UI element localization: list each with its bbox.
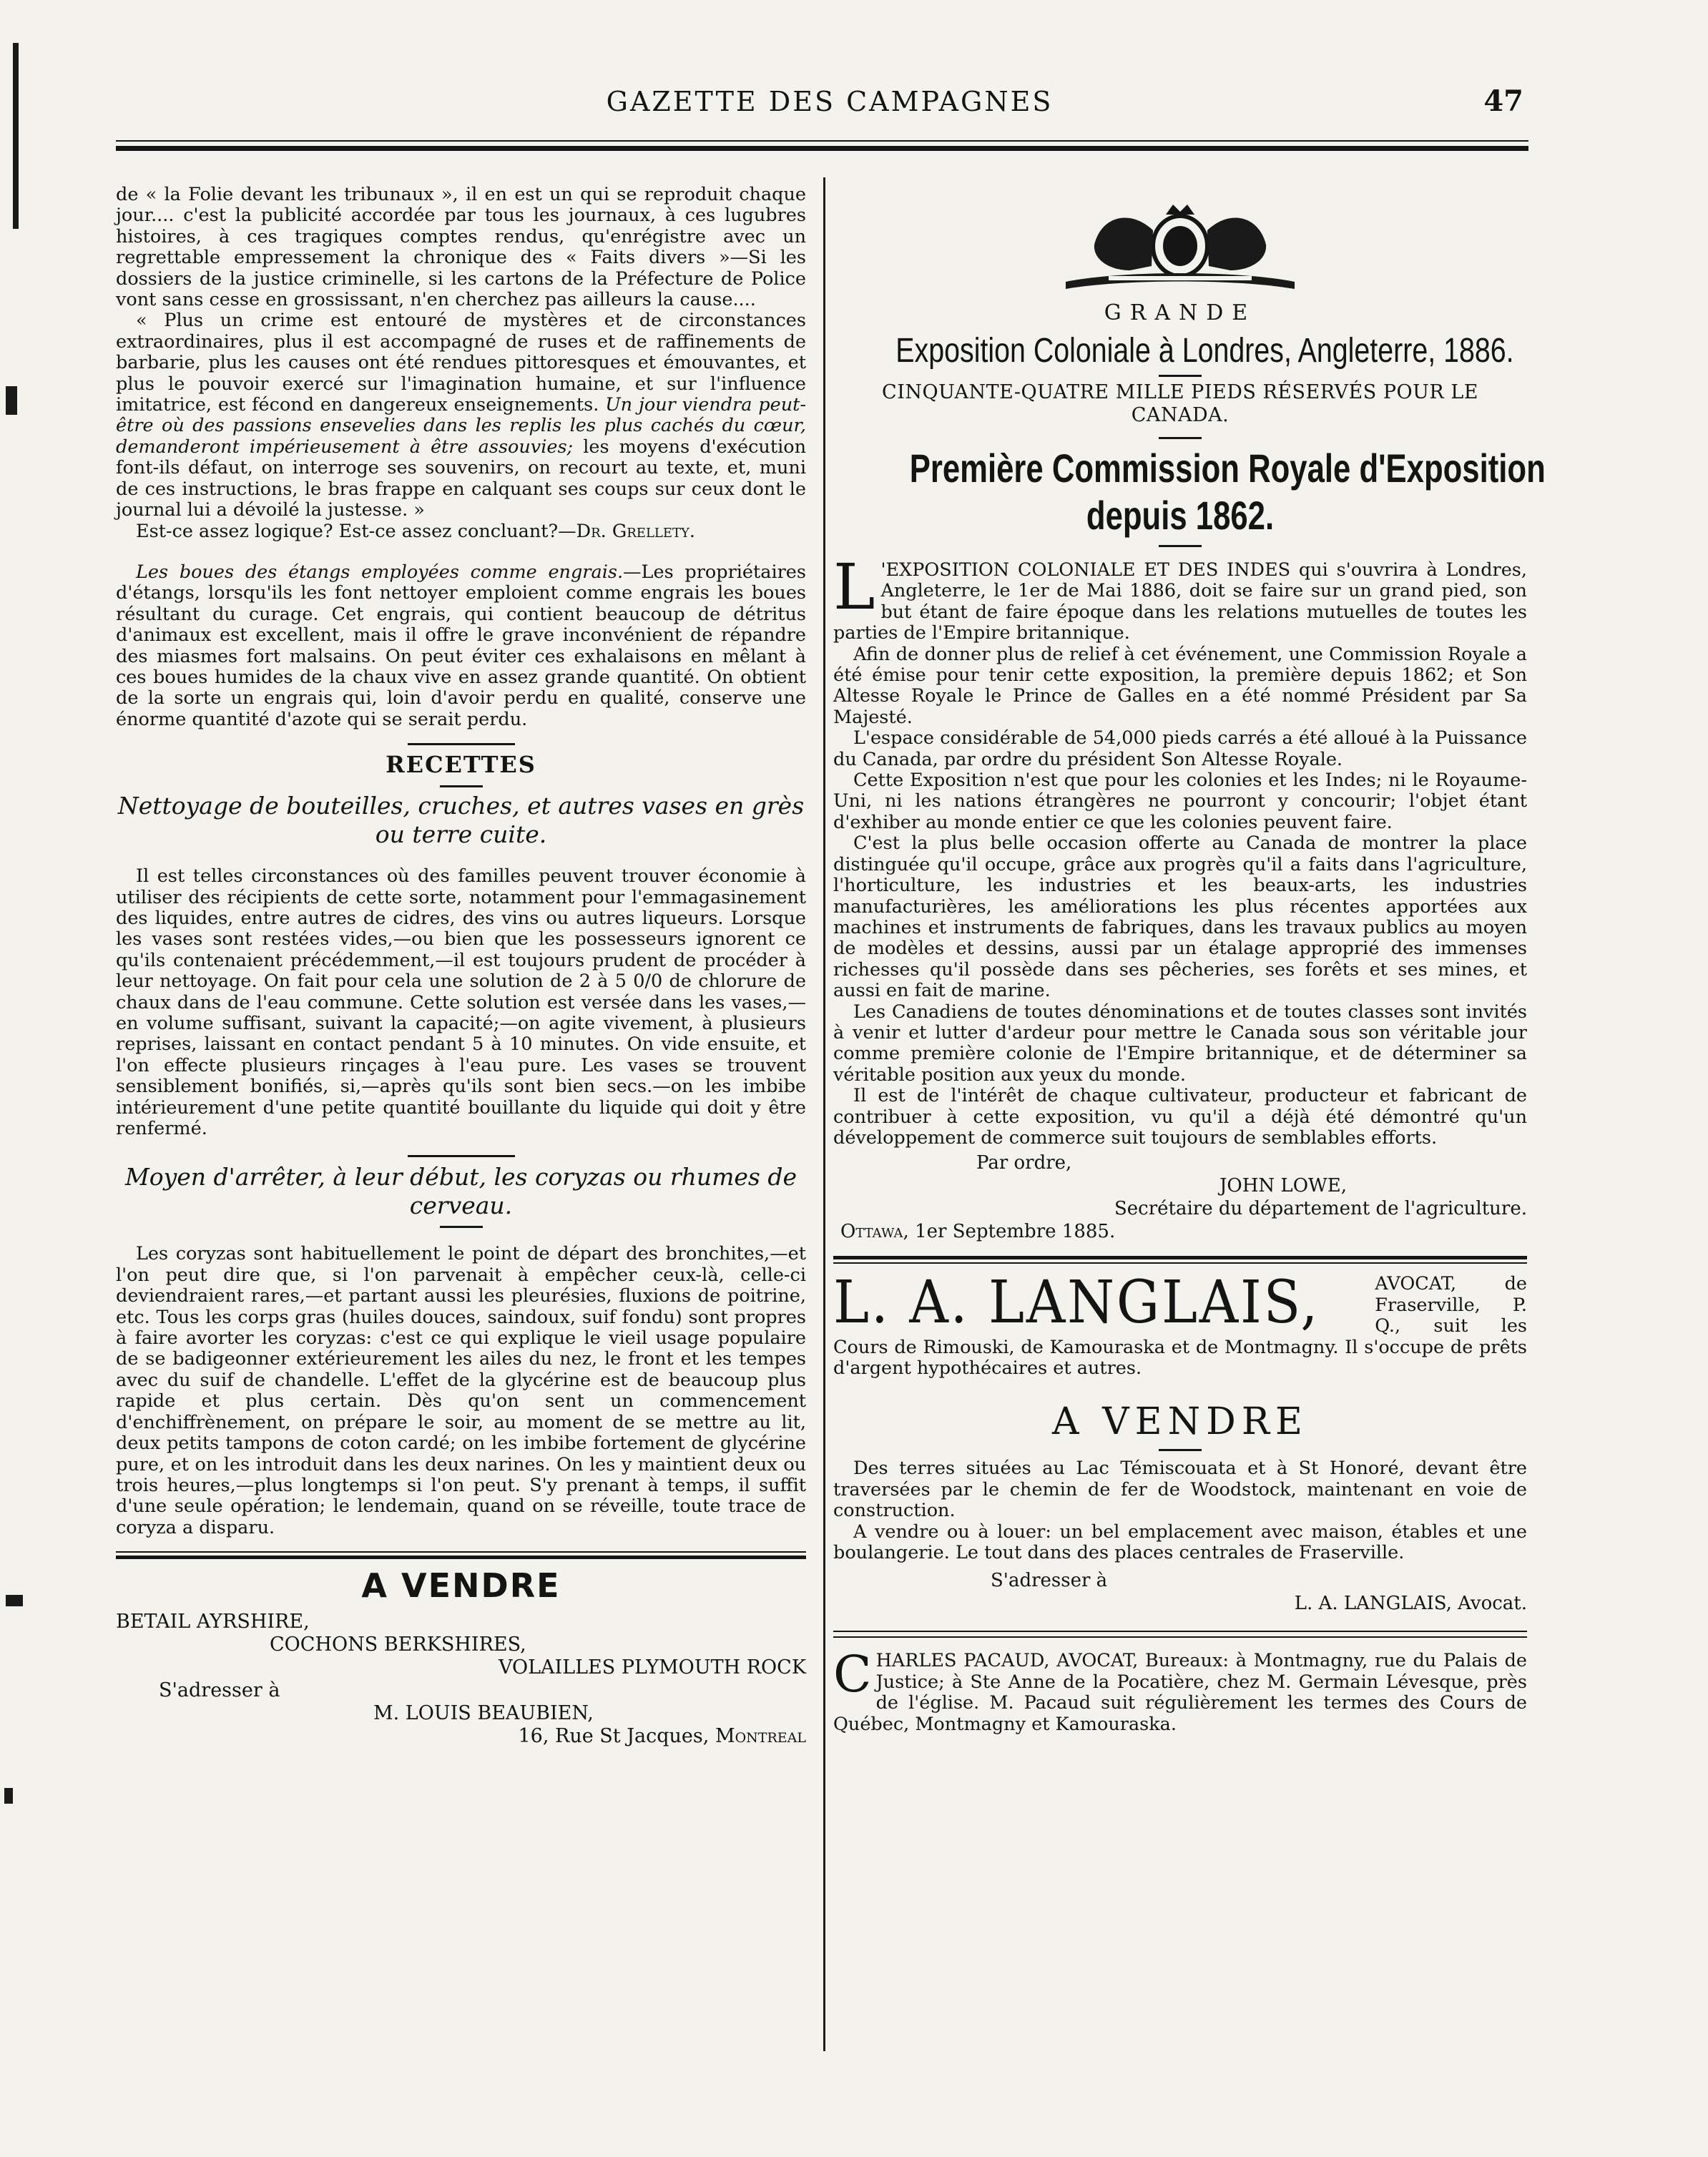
ad-line: COCHONS BERKSHIRES, xyxy=(270,1633,526,1656)
ad-rule-thin xyxy=(833,1262,1527,1264)
expo-text: 'EXPOSITION COLONIALE ET DES INDES qui s'ouvrira à Londres, Angleterre, le 1er de Mai 1886, doit se faire sur un grand pied, son but étant de faire époque dans les relations mutuelles de toutes les parties de l'Empire britannique. xyxy=(833,559,1527,644)
section-rule xyxy=(408,1155,515,1157)
header-rule-thin xyxy=(116,140,1528,142)
ad-heading: A VENDRE xyxy=(361,1566,561,1606)
section-rule xyxy=(1159,1449,1202,1451)
running-title: GAZETTE DES CAMPAGNES xyxy=(606,86,1054,117)
expo-kicker: GRANDE xyxy=(1104,300,1257,325)
article-paragraph xyxy=(116,562,806,730)
ad-rule-thin xyxy=(116,1551,806,1553)
ad-rule-thin xyxy=(833,1631,1527,1632)
vendre-paragraph: A vendre ou à louer: un bel emplacement avec maison, étables et une boulangerie. Le tout dans des places centrales de Fraserville. xyxy=(833,1520,1527,1564)
expo-paragraph: C'est la plus belle occasion offerte au Canada de montrer la place distinguée qu'il occupe, grâce aux progrès qu'il a faits dans l'agriculture, l'horticulture, les industries et les beaux-arts, les industries manufacturières, les améliorations les plus récentes apportées aux machines et instruments de fabriques, dans les travaux publics au moyen de modèles et dessins, aussi par un étalage approprié des immenses richesses qu'il possède dans ses pêcheries, ses forêts et ses mines, et aussi en fait de marine. xyxy=(833,832,1527,1002)
expo-reserved-space: CINQUANTE-QUATRE MILLE PIEDS RÉSERVÉS POUR LE CANADA. xyxy=(882,381,1478,426)
section-rule xyxy=(1159,437,1202,439)
article-text: Est-ce assez logique? Est-ce assez concluant?— xyxy=(136,520,576,542)
ad-rule-heavy xyxy=(833,1256,1527,1259)
expo-paragraph xyxy=(833,550,1527,644)
header-rule-heavy xyxy=(116,146,1528,151)
drop-cap: L xyxy=(833,550,875,624)
ad-heading: A VENDRE xyxy=(1052,1400,1308,1444)
recipe-text: Il est telles circonstances où des familles peuvent trouver économie à utiliser des récipients de cette sorte, notamment pour l'emmagasinement des liquides, entre autres de cidres, des vins ou autres liqueurs. Lorsque les vases sont restées vides,—ou bien que les possesseurs ignorent ce qu'ils contenaient précédemment,—il est toujours prudent de procéder à leur nettoyage. On fait pour cela une solution de 2 à 5 0/0 de chlorure de chaux dans de l'eau commune. Cette solution est versée dans les vases,—en volume suffisant, suivant la capacité;—on agite vivement, à plusieurs reprises, laissant en contact pendant 5 à 10 minutes. On vide ensuite, et l'on effecte plusieurs rinçages à l'eau pure. Les vases se trouvent sensiblement bonifiés, si,—après qu'ils sont bien secs.—on les imbibe intérieurement d'une petite quantité bouillante du liquide qui doit y être renfermé. xyxy=(116,865,806,1140)
expo-paragraph: Il est de l'intérêt de chaque cultivateur, producteur et fabricant de contribuer à cette exposition, vu qu'il a déjà été démontré qu'un développement de commerce suit toujours de semblables efforts. xyxy=(833,1085,1527,1149)
ad-rule-thin xyxy=(833,1636,1527,1638)
left-column xyxy=(116,185,806,1748)
section-rule xyxy=(1159,375,1202,377)
ad-city: Montreal xyxy=(715,1725,806,1748)
expo-paragraph: L'espace considérable de 54,000 pieds carrés a été alloué à la Puissance du Canada, par ordre du président Son Altesse Royale. xyxy=(833,727,1527,770)
signer-name: JOHN LOWE, xyxy=(1219,1175,1347,1197)
vendre-paragraph: Des terres situées au Lac Témiscouata et à St Honoré, devant être traversées par le chemin de fer de Woodstock, maintenant en voie de construction. xyxy=(833,1458,1527,1522)
drop-cap: C xyxy=(833,1645,872,1704)
ad-street xyxy=(116,1725,806,1748)
commission-title: depuis 1862. xyxy=(1086,493,1275,538)
margin-mark xyxy=(4,1788,13,1804)
section-rule xyxy=(440,1226,483,1228)
column-divider xyxy=(823,177,825,2051)
expo-paragraph: Cette Exposition n'est que pour les colonies et les Indes; ni le Royaume-Uni, ni les nations étrangères ne pourront y concourir; l'objet étant d'exhiber au monde entier ce que les colonies peuvent faire. xyxy=(833,770,1527,833)
article-italic-text: Un jour viendra peut-être où des passions ensevelies dans les replis les plus cachés du cœur, demanderont impérieusement à être assouvies; xyxy=(116,394,806,458)
dateline-date: 1er Septembre 1885. xyxy=(915,1221,1116,1243)
pacaud-text: HARLES PACAUD, AVOCAT, Bureaux: à Montmagny, rue du Palais de Justice; à Ste Anne de la Pocatière, chez M. Germain Lévesque, près de l'église. M. Pacaud suit régulièrement les termes des Cours de Québec, Montmagny et Kamouraska. xyxy=(833,1650,1527,1735)
section-rule xyxy=(1159,545,1202,547)
langlais-ad xyxy=(833,1269,1527,1379)
article-text: —Les propriétaires d'étangs, lorsqu'ils les font nettoyer emploient comme engrais les boues résultant du curage. Cet engrais, qui contient beaucoup de détritus d'animaux est excellent, mais il offre le grave inconvénient de répandre des miasmes fort malsains. On peut éviter ces exhalaisons en mêlant à ces boues humides de la chaux vive en assez grande quantité. On obtient de la sorte un engrais qui, loin d'avoir perdu en qualité, conserve une énorme quantité d'azote qui se serait perdu. xyxy=(116,561,806,730)
langlais-name: L. A. LANGLAIS, xyxy=(833,1269,1320,1337)
expo-paragraph: Afin de donner plus de relief à cet événement, une Commission Royale a été émise pour tenir cette exposition, la première depuis 1862; et Son Altesse Royale le Prince de Galles en a été nommé Président par Sa Majesté. xyxy=(833,643,1527,728)
article-text: « Plus un crime est entouré de mystères et de circonstances extraordinaires, plus il est accompagné de ruses et de raffinements de barbarie, plus les causes ont été rendues pittoresques et émouvantes, et plus le pouvoir exercé sur l'imagination humaine, et sur l'influence imitatrice, est fécond en dangereux enseignements. xyxy=(116,310,806,416)
article-text: les moyens d'exécution font-ils défaut, on interroge ses souvenirs, on recourt au texte, et, muni de ces instructions, le bras frappe en calquant ses coups sur ceux dont le journal lui a dévoilé la justesse. » xyxy=(116,436,806,521)
dateline xyxy=(833,1220,1527,1243)
margin-mark xyxy=(13,43,19,229)
section-heading: RECETTES xyxy=(386,751,536,779)
article-author: Dr. Grellety. xyxy=(576,520,695,542)
ad-line: BETAIL AYRSHIRE, xyxy=(116,1611,310,1633)
expo-paragraph: Les Canadiens de toutes dénominations et de toutes classes sont invités à venir et lutter d'ardeur pour mettre le Canada sous son véritable jour comme première colonie de l'Empire britannique, et de déterminer sa véritable position aux yeux du monde. xyxy=(833,1001,1527,1086)
margin-mark xyxy=(6,386,17,415)
recipe-text: Les coryzas sont habituellement le point de départ des bronchites,—et l'on peut dire que, si l'on parvenait à empêcher ceux-là, celle-ci deviendraient rares,—et partant aussi les pleurésies, fluxions de poitrine, etc. Tous les corps gras (huiles douces, saindoux, suif fondu) sont propres à faire avorter les coryzas: c'est ce qui explique le vieil usage populaire de se badigeonner extérieurement les ailes du nez, le front et les tempes avec du suif de chandelle. L'effet de la glycérine est de beaucoup plus rapide et plus certain. Dès qu'on sent un commencement d'enchiffrènement, on prépare le soir, au moment de se mettre au lit, deux petits tampons de coton cardé; on les imbibe fortement de glycérine pure, et on les introduit dans les deux narines. On les y maintient deux ou trois heures,—plus longtemps si l'on peut. S'y prenant à temps, il suffit d'une seule opération; le lendemain, quand on se réveille, toute trace de coryza a disparu. xyxy=(116,1243,806,1538)
section-rule xyxy=(440,785,483,787)
ad-rule-heavy xyxy=(116,1556,806,1559)
page-number: 47 xyxy=(1483,84,1523,118)
running-header xyxy=(114,80,1545,123)
signer-title: Secrétaire du département de l'agriculture. xyxy=(1114,1198,1527,1220)
commission-title: Première Commission Royale d'Exposition xyxy=(909,446,1546,491)
article-paragraph xyxy=(116,521,806,542)
royal-crest-icon xyxy=(1051,202,1309,295)
pacaud-ad xyxy=(833,1645,1527,1735)
vendre-address-label: S'adresser à xyxy=(991,1570,1108,1592)
by-order: Par ordre, xyxy=(976,1152,1072,1174)
recipe-title: Nettoyage de bouteilles, cruches, et autres vases en grès ou terre cuite. xyxy=(117,792,805,849)
dateline-place: Ottawa, xyxy=(840,1221,909,1243)
article-paragraph: de « la Folie devant les tribunaux », il en est un qui se reproduit chaque jour.... c'est la publicité accordée par tous les journaux, à ces lugubres histoires, à ces tragiques comptes rendus, qu'enrégistre avec un regrettable empressement la chronique des « Faits divers »—Si les dossiers de la justice criminelle, si les cartons de la Préfecture de Police vont sans cesse en grossissant, n'en cherchez pas ailleurs la cause.... xyxy=(116,184,806,311)
expo-title: Exposition Coloniale à Londres, Angleterre, 1886. xyxy=(895,332,1514,370)
recipe-title: Moyen d'arrêter, à leur début, les coryzas ou rhumes de cerveau. xyxy=(124,1163,797,1220)
article-paragraph xyxy=(116,310,806,521)
article-title: Les boues des étangs employées comme engrais. xyxy=(136,561,624,583)
langlais-text: AVOCAT, de Fraserville, P. Q., suit les Cours de Rimouski, de Kamouraska et de Montmagny. Il s'occupe de prêts d'argent hypothécaires et autres. xyxy=(833,1273,1527,1379)
ad-address-label: S'adresser à xyxy=(159,1679,280,1702)
vendre-name: L. A. LANGLAIS, Avocat. xyxy=(1294,1593,1527,1615)
ad-street-text: 16, Rue St Jacques, xyxy=(518,1725,710,1748)
right-column xyxy=(833,202,1546,1735)
ad-name: M. LOUIS BEAUBIEN, xyxy=(373,1702,594,1725)
margin-mark xyxy=(6,1595,23,1606)
section-rule xyxy=(408,743,515,745)
ad-line: VOLAILLES PLYMOUTH ROCK xyxy=(498,1656,806,1679)
